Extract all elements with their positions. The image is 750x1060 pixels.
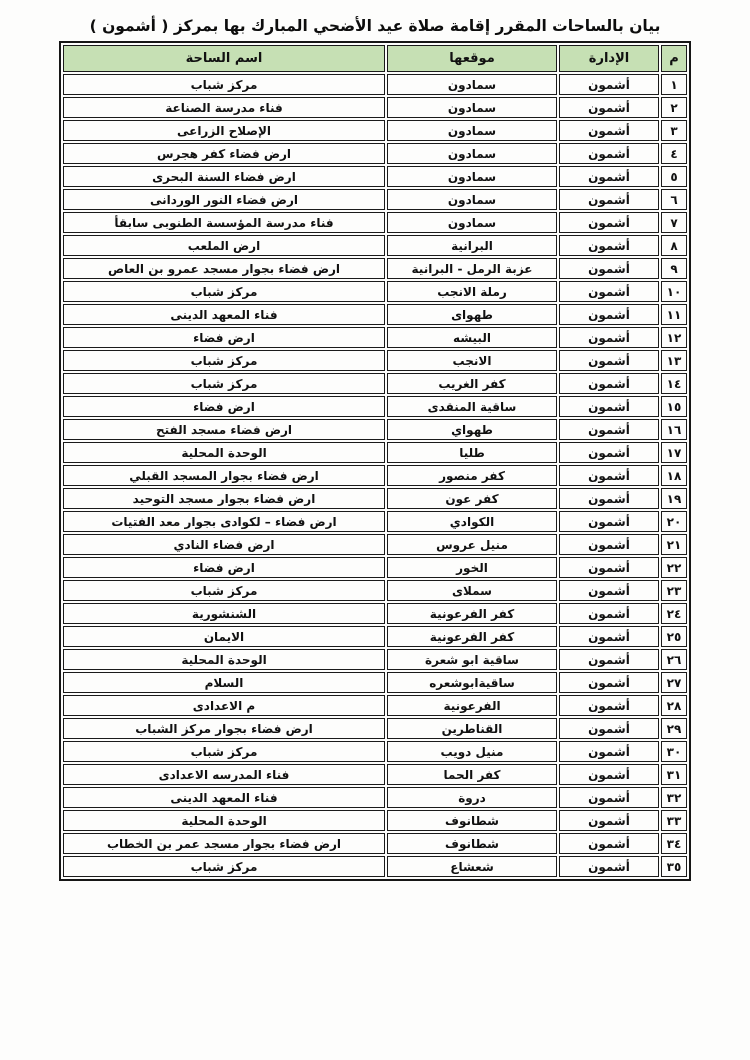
cell-number: ٣٠ [661, 741, 687, 762]
cell-administration: أشمون [559, 626, 659, 647]
cell-square-name: ارض فضاء [63, 396, 385, 417]
cell-square-name: ارض فضاء بجوار مركز الشباب [63, 718, 385, 739]
table-row [63, 350, 687, 371]
cell-square-name: السلام [63, 672, 385, 693]
cell-administration: أشمون [559, 764, 659, 785]
cell-administration: أشمون [559, 373, 659, 394]
cell-number: ٣٥ [661, 856, 687, 877]
cell-square-name: فناء المدرسه الاعدادى [63, 764, 385, 785]
cell-square-name: مركز شباب [63, 350, 385, 371]
table-row [63, 189, 687, 210]
cell-square-name: مركز شباب [63, 580, 385, 601]
cell-administration: أشمون [559, 580, 659, 601]
cell-number: ١٧ [661, 442, 687, 463]
cell-square-name: ارض فضاء [63, 557, 385, 578]
cell-location: طهواى [387, 304, 557, 325]
cell-administration: أشمون [559, 695, 659, 716]
cell-location: سمادون [387, 143, 557, 164]
table-row [63, 511, 687, 532]
cell-number: ٣٢ [661, 787, 687, 808]
cell-administration: أشمون [559, 258, 659, 279]
table-row [63, 373, 687, 394]
cell-square-name: الإصلاح الزراعى [63, 120, 385, 141]
cell-location: كفر عون [387, 488, 557, 509]
column-header-number: م [661, 45, 687, 72]
cell-location: سمادون [387, 97, 557, 118]
cell-number: ٣٤ [661, 833, 687, 854]
cell-administration: أشمون [559, 97, 659, 118]
cell-location: شطانوف [387, 833, 557, 854]
table-row [63, 442, 687, 463]
cell-square-name: فناء مدرسة الصناعة [63, 97, 385, 118]
cell-administration: أشمون [559, 189, 659, 210]
cell-number: ١٩ [661, 488, 687, 509]
cell-number: ٣١ [661, 764, 687, 785]
cell-number: ١٥ [661, 396, 687, 417]
cell-number: ٥ [661, 166, 687, 187]
table-row [63, 833, 687, 854]
cell-administration: أشمون [559, 787, 659, 808]
cell-location: رملة الانجب [387, 281, 557, 302]
cell-administration: أشمون [559, 281, 659, 302]
cell-administration: أشمون [559, 718, 659, 739]
cell-location: ساقيةابوشعره [387, 672, 557, 693]
cell-location: شعشاع [387, 856, 557, 877]
cell-administration: أشمون [559, 511, 659, 532]
cell-number: ٤ [661, 143, 687, 164]
column-header-location: موقعها [387, 45, 557, 72]
cell-location: كفر الحما [387, 764, 557, 785]
cell-administration: أشمون [559, 649, 659, 670]
table-row [63, 465, 687, 486]
cell-location: كفر الفرعونية [387, 603, 557, 624]
cell-administration: أشمون [559, 672, 659, 693]
cell-location: منيل دويب [387, 741, 557, 762]
table-row [63, 97, 687, 118]
table-row [63, 626, 687, 647]
table-row [63, 856, 687, 877]
cell-square-name: م الاعدادى [63, 695, 385, 716]
cell-location: كفر الفرعونية [387, 626, 557, 647]
table-row [63, 787, 687, 808]
cell-administration: أشمون [559, 419, 659, 440]
table-row [63, 327, 687, 348]
cell-number: ١٤ [661, 373, 687, 394]
cell-number: ٢٦ [661, 649, 687, 670]
cell-square-name: الوحدة المحلية [63, 649, 385, 670]
cell-square-name: ارض فضاء السنة البحرى [63, 166, 385, 187]
table-row [63, 810, 687, 831]
cell-square-name: فناء مدرسة المؤسسة الطنوبى سابقأ [63, 212, 385, 233]
cell-square-name: ارض الملعب [63, 235, 385, 256]
cell-administration: أشمون [559, 350, 659, 371]
cell-location: كفر الغريب [387, 373, 557, 394]
table-row [63, 557, 687, 578]
cell-square-name: الوحدة المحلية [63, 810, 385, 831]
cell-number: ٢٢ [661, 557, 687, 578]
cell-square-name: ارض فضاء – لكوادى بجوار معد الفتيات [63, 511, 385, 532]
cell-number: ٢٩ [661, 718, 687, 739]
cell-administration: أشمون [559, 557, 659, 578]
table-row [63, 603, 687, 624]
table-row [63, 580, 687, 601]
cell-administration: أشمون [559, 810, 659, 831]
cell-location: منيل عروس [387, 534, 557, 555]
cell-location: البيشه [387, 327, 557, 348]
cell-number: ٣٣ [661, 810, 687, 831]
cell-square-name: مركز شباب [63, 856, 385, 877]
table-row [63, 212, 687, 233]
cell-administration: أشمون [559, 74, 659, 95]
cell-square-name: ارض فضاء بجوار المسجد القبلي [63, 465, 385, 486]
table-row [63, 120, 687, 141]
cell-administration: أشمون [559, 143, 659, 164]
cell-administration: أشمون [559, 833, 659, 854]
table-row [63, 74, 687, 95]
cell-square-name: فناء المعهد الدينى [63, 787, 385, 808]
cell-administration: أشمون [559, 166, 659, 187]
cell-number: ٢٧ [661, 672, 687, 693]
cell-location: طهواي [387, 419, 557, 440]
cell-square-name: ارض فضاء النور الوردانى [63, 189, 385, 210]
cell-administration: أشمون [559, 488, 659, 509]
table-header-row [63, 45, 687, 72]
cell-location: كفر منصور [387, 465, 557, 486]
cell-administration: أشمون [559, 856, 659, 877]
table-row [63, 143, 687, 164]
cell-number: ١٨ [661, 465, 687, 486]
cell-square-name: ارض فضاء بجوار مسجد عمر بن الخطاب [63, 833, 385, 854]
table-row [63, 534, 687, 555]
cell-administration: أشمون [559, 442, 659, 463]
cell-number: ١٢ [661, 327, 687, 348]
cell-location: البرانية [387, 235, 557, 256]
cell-square-name: ارض فضاء [63, 327, 385, 348]
cell-administration: أشمون [559, 465, 659, 486]
table-body [63, 74, 687, 877]
cell-administration: أشمون [559, 120, 659, 141]
prayer-locations-table [59, 41, 691, 881]
cell-square-name: ارض فضاء مسجد الفتح [63, 419, 385, 440]
table-row [63, 488, 687, 509]
page-title: بيان بالساحات المقرر إقامة صلاة عيد الأضحي المبارك بها بمركز ( أشمون ) [89, 17, 661, 35]
cell-administration: أشمون [559, 741, 659, 762]
cell-number: ٢٠ [661, 511, 687, 532]
cell-number: ٨ [661, 235, 687, 256]
table-row [63, 235, 687, 256]
cell-number: ٩ [661, 258, 687, 279]
cell-location: الفرعونية [387, 695, 557, 716]
cell-square-name: مركز شباب [63, 281, 385, 302]
table-row [63, 695, 687, 716]
cell-location: الكوادي [387, 511, 557, 532]
table-row [63, 764, 687, 785]
table-row [63, 166, 687, 187]
cell-number: ١ [661, 74, 687, 95]
cell-number: ٦ [661, 189, 687, 210]
cell-square-name: فناء المعهد الدينى [63, 304, 385, 325]
table-row [63, 304, 687, 325]
cell-square-name: ارض فضاء بجوار مسجد عمرو بن العاص [63, 258, 385, 279]
cell-square-name: مركز شباب [63, 74, 385, 95]
table-row [63, 258, 687, 279]
cell-number: ٢٥ [661, 626, 687, 647]
table-row [63, 281, 687, 302]
cell-administration: أشمون [559, 235, 659, 256]
table-row [63, 718, 687, 739]
cell-square-name: الوحدة المحلية [63, 442, 385, 463]
cell-location: الخور [387, 557, 557, 578]
cell-administration: أشمون [559, 212, 659, 233]
table-row [63, 672, 687, 693]
cell-location: القناطرين [387, 718, 557, 739]
cell-location: سمادون [387, 74, 557, 95]
cell-administration: أشمون [559, 304, 659, 325]
cell-number: ٢١ [661, 534, 687, 555]
cell-administration: أشمون [559, 603, 659, 624]
cell-square-name: مركز شباب [63, 373, 385, 394]
cell-location: سمادون [387, 166, 557, 187]
cell-square-name: ارض فضاء بجوار مسجد التوحيد [63, 488, 385, 509]
cell-number: ١٠ [661, 281, 687, 302]
cell-number: ٧ [661, 212, 687, 233]
table-row [63, 649, 687, 670]
cell-administration: أشمون [559, 396, 659, 417]
cell-location: طليا [387, 442, 557, 463]
table-row [63, 741, 687, 762]
cell-location: ساقية ابو شعرة [387, 649, 557, 670]
cell-square-name: ارض فضاء النادي [63, 534, 385, 555]
table-row [63, 419, 687, 440]
cell-administration: أشمون [559, 327, 659, 348]
column-header-square-name: اسم الساحة [63, 45, 385, 72]
cell-number: ٢٣ [661, 580, 687, 601]
column-header-administration: الإدارة [559, 45, 659, 72]
cell-number: ١٦ [661, 419, 687, 440]
cell-number: ١٣ [661, 350, 687, 371]
cell-location: عزبة الرمل - البرانية [387, 258, 557, 279]
cell-location: شطانوف [387, 810, 557, 831]
cell-square-name: مركز شباب [63, 741, 385, 762]
cell-number: ٢٨ [661, 695, 687, 716]
cell-square-name: الايمان [63, 626, 385, 647]
cell-number: ٢٤ [661, 603, 687, 624]
cell-location: سمادون [387, 120, 557, 141]
cell-location: سمادون [387, 212, 557, 233]
cell-square-name: ارض فضاء كفر هجرس [63, 143, 385, 164]
cell-number: ٢ [661, 97, 687, 118]
cell-location: دروة [387, 787, 557, 808]
cell-number: ١١ [661, 304, 687, 325]
cell-square-name: الشنشورية [63, 603, 385, 624]
cell-administration: أشمون [559, 534, 659, 555]
cell-location: الانجب [387, 350, 557, 371]
cell-location: ساقية المنقدى [387, 396, 557, 417]
cell-location: سملاى [387, 580, 557, 601]
cell-number: ٣ [661, 120, 687, 141]
table-row [63, 396, 687, 417]
cell-location: سمادون [387, 189, 557, 210]
